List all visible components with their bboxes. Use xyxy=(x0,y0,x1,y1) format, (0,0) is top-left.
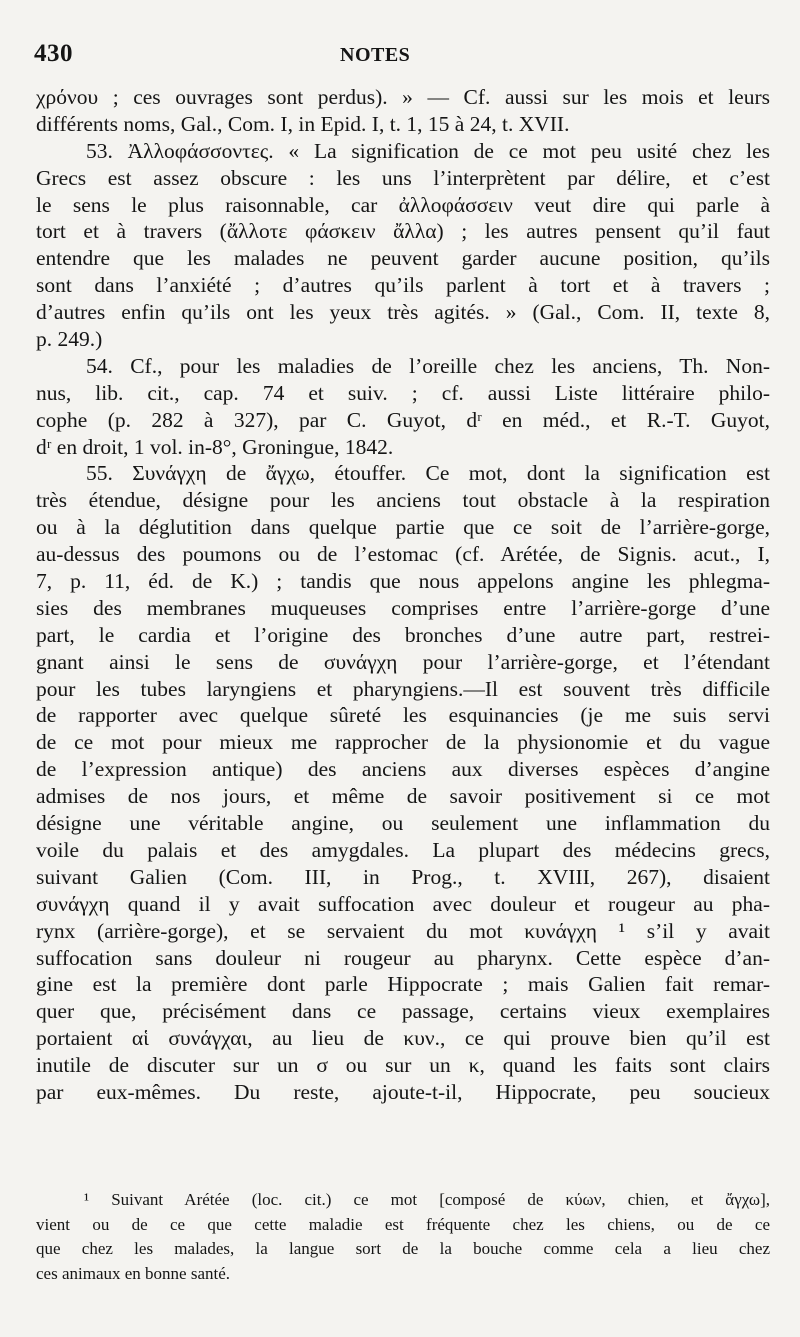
text-line: sies des membranes muqueuses comprises entre l’arrière-gorge d’une xyxy=(36,595,770,620)
text-line: Grecs est assez obscure : les uns l’interprètent par délire, et c’est xyxy=(36,165,770,190)
footnote-line: vient ou de ce que cette maladie est fréquente chez les chiens, ou de ce xyxy=(36,1214,770,1234)
text-line: entendre que les malades ne peuvent garder aucune position, qu’ils xyxy=(36,246,770,271)
text-line: dʳ en droit, 1 vol. in-8°, Groningue, 1842. xyxy=(36,434,394,459)
text-line: suivant Galien (Com. III, in Prog., t. XVIII, 267), disaient xyxy=(36,864,770,889)
text-line: 55. Συνάγχη de ἄγχω, étouffer. Ce mot, dont la signification est xyxy=(86,461,770,486)
footnotes xyxy=(36,1188,770,1286)
text-line: p. 249.) xyxy=(36,327,103,352)
text-line: de l’expression antique) des anciens aux diverses espèces d’angine xyxy=(36,757,770,782)
notes-body xyxy=(36,84,770,1106)
text-line: différents noms, Gal., Com. I, in Epid. I, t. 1, 15 à 24, t. XVII. xyxy=(36,111,570,136)
text-line: pour les tubes laryngiens et pharyngiens.—Il est souvent très difficile xyxy=(36,676,770,701)
text-line: gine est la première dont parle Hippocrate ; mais Galien fait remar- xyxy=(36,972,770,997)
text-line: nus, lib. cit., cap. 74 et suiv. ; cf. aussi Liste littéraire philo- xyxy=(36,380,770,405)
text-line: de ce mot pour mieux me rapprocher de la physionomie et du vague xyxy=(36,730,770,755)
text-line: tort et à travers (ἄλλοτε φάσκειν ἄλλα) ; les autres pensent qu’il faut xyxy=(36,219,770,244)
text-line: voile du palais et des amygdales. La plupart des médecins grecs, xyxy=(36,837,770,862)
text-line: 54. Cf., pour les maladies de l’oreille chez les anciens, Th. Non- xyxy=(86,353,770,378)
text-line: le sens le plus raisonnable, car ἀλλοφάσσειν veut dire qui parle à xyxy=(36,192,770,217)
text-line: inutile de discuter sur un σ ou sur un κ, quand les faits sont clairs xyxy=(36,1053,770,1078)
text-line: admises de nos jours, et même de savoir positivement si ce mot xyxy=(36,784,770,809)
text-line: d’autres enfin qu’ils ont les yeux très agités. » (Gal., Com. II, texte 8, xyxy=(36,300,770,325)
text-line: συνάγχη quand il y avait suffocation avec douleur et rougeur au pha- xyxy=(36,891,770,916)
text-line: part, le cardia et l’origine des bronches d’une autre part, restrei- xyxy=(36,622,770,647)
text-line: ou à la déglutition dans quelque partie que ce soit de l’arrière-gorge, xyxy=(36,515,770,540)
text-line: suffocation sans douleur ni rougeur au pharynx. Cette espèce d’an- xyxy=(36,945,770,970)
page-header xyxy=(0,40,800,80)
text-line: au-dessus des poumons ou de l’estomac (cf. Arétée, de Signis. acut., I, xyxy=(36,542,770,567)
text-line: 7, p. 11, éd. de K.) ; tandis que nous appelons angine les phlegma- xyxy=(36,569,770,594)
text-line: quer que, précisément dans ce passage, certains vieux exemplaires xyxy=(36,999,770,1024)
text-line: χρόνου ; ces ouvrages sont perdus). » — Cf. aussi sur les mois et leurs xyxy=(36,85,770,109)
running-head: NOTES xyxy=(340,44,411,66)
page-number: 430 xyxy=(34,40,73,67)
text-line: rynx (arrière-gorge), et se servaient du mot κυνάγχη ¹ s’il y avait xyxy=(36,918,770,943)
text-line: 53. Ἀλλοφάσσοντες. « La signification de ce mot peu usité chez les xyxy=(86,138,770,163)
text-line: sont dans l’anxiété ; d’autres qu’ils parlent à tort et à travers ; xyxy=(36,273,770,298)
footnote-line: ¹ Suivant Arétée (loc. cit.) ce mot [composé de κύων, chien, et ἄγχω], xyxy=(84,1190,770,1209)
text-line: de rapporter avec quelque sûreté les esquinancies (je me suis servi xyxy=(36,703,770,728)
text-line: cophe (p. 282 à 327), par C. Guyot, dʳ en méd., et R.-T. Guyot, xyxy=(36,407,770,432)
text-line: portaient αἱ συνάγχαι, au lieu de κυν., ce qui prouve bien qu’il est xyxy=(36,1026,770,1051)
footnote-line: ces animaux en bonne santé. xyxy=(36,1263,231,1283)
text-line: désigne une véritable angine, ou seulement une inflammation du xyxy=(36,811,770,836)
text-line: très étendue, désigne pour les anciens tout obstacle à la respiration xyxy=(36,488,770,513)
footnote-line: que chez les malades, la langue sort de la bouche comme cela a lieu chez xyxy=(36,1239,770,1258)
text-line: par eux-mêmes. Du reste, ajoute-t-il, Hippocrate, peu soucieux xyxy=(36,1079,770,1104)
text-line: gnant ainsi le sens de συνάγχη pour l’arrière-gorge, et l’étendant xyxy=(36,649,770,674)
